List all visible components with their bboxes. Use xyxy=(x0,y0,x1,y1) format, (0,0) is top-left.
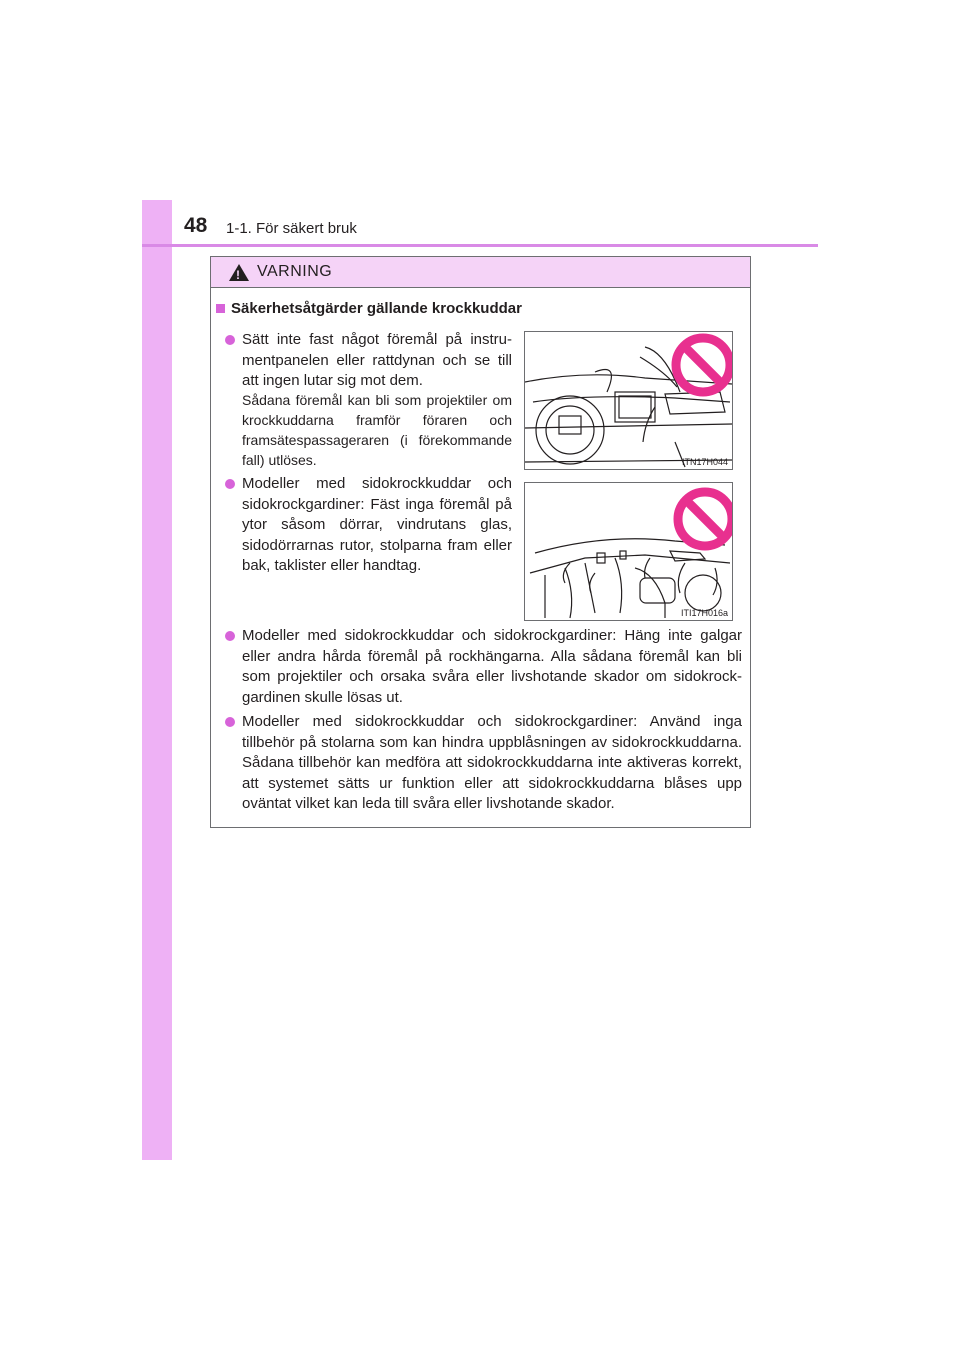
warning-title: VARNING xyxy=(257,263,333,280)
warning-subheading: Säkerhetsåtgärder gällande krockkuddar xyxy=(216,300,522,317)
bullet-dot-icon xyxy=(225,479,235,489)
list-item: Modeller med sidokrockkuddar och sidokrockgardiner: Fäst inga föremål på ytor såsom dörrar, vindrutans glas, sidodörrarnas rutor, stolparna fram eller bak, taklister eller handtag. xyxy=(242,474,512,577)
warning-header xyxy=(211,257,750,288)
header-rule xyxy=(142,244,818,247)
list-item: Modeller med sidokrockkuddar och sidokrockgardiner: Häng inte galgar eller andra hårda föremål på rockhängarna. Alla sådana föremål kan bli som projektiler och orsaka svåra eller livshotande skador om sidokrock- gardinen skulle lösas ut. xyxy=(242,626,742,708)
figure-code: ITN17H044 xyxy=(681,457,728,467)
bullet-dot-icon xyxy=(225,335,235,345)
sidebar-tab xyxy=(142,200,172,1160)
square-bullet-icon xyxy=(216,304,225,313)
figure-code: ITI17H016a xyxy=(680,608,728,618)
section-title: 1-1. För säkert bruk xyxy=(226,220,357,237)
page-number: 48 xyxy=(184,214,208,237)
prohibited-icon xyxy=(676,338,730,392)
bullet-dot-icon xyxy=(225,631,235,641)
dashboard-illustration xyxy=(524,331,733,470)
warning-triangle-icon xyxy=(229,264,249,281)
note-paragraph: Sådana föremål kan bli som projektiler om krockkuddarna framför föraren och framsätespassageraren (i förekommande fall) utlöses. xyxy=(242,392,512,468)
prohibited-icon xyxy=(678,492,732,546)
interior-drawing xyxy=(525,483,732,620)
list-item: Sätt inte fast något föremål på instru- mentpanelen eller rattdynan och se till att ingen lutar sig mot dem. xyxy=(242,330,512,392)
list-item: Modeller med sidokrockkuddar och sidokrockgardiner: Använd inga tillbehör på stolarna som kan hindra uppblåsningen av sidokrockkuddarna. Sådana tillbehör kan medföra att sidokrockkuddarna inte aktiveras korrekt, att systemet sätts ur funktion eller att sidokrockkuddarna blåses upp oväntat vilket kan leda till svåra eller livshotande skador. xyxy=(242,712,742,815)
interior-illustration xyxy=(524,482,733,621)
dashboard-drawing xyxy=(525,332,732,469)
bullet-dot-icon xyxy=(225,717,235,727)
